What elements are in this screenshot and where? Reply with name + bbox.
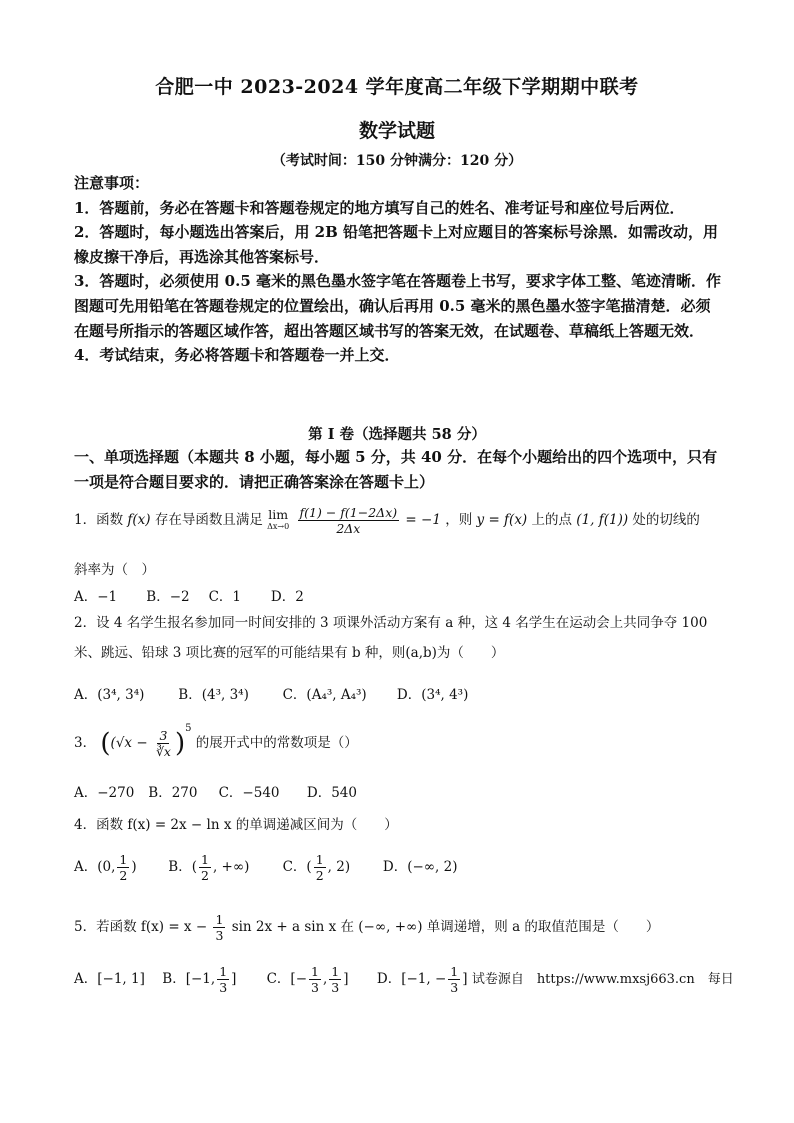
exam-subtitle: 数学试题 [358, 120, 435, 142]
q4-b-post: , +∞) [212, 859, 250, 875]
q4-a-post: ) [131, 859, 137, 875]
q3-expr-left: (√x − [110, 735, 152, 751]
q1-text-4: 处的切线的 [632, 512, 700, 528]
q1-pre: 1．函数 [74, 512, 124, 528]
q5-pre: 5．若函数 f(x) = x − [74, 919, 208, 935]
q5-option-d [377, 964, 734, 995]
q3-power: 5 [185, 723, 192, 734]
q5-b-den: 3 [219, 980, 228, 995]
q1-option-d: D．2 [270, 589, 304, 605]
q5-d-post: ] [462, 971, 468, 987]
q4-c-num: 1 [315, 852, 324, 867]
q5-b-fraction [217, 964, 229, 995]
q4-c-fraction [314, 852, 326, 883]
q5-num: 1 [215, 912, 224, 927]
q5-c-pre: C．[− [266, 971, 308, 987]
part-title: 一、单项选择题（本题共 8 小题，每小题 5 分，共 40 分．在每个小题给出的四个选项中，只有一项是符合题目要求的．请把正确答案涂在答题卡上） [74, 448, 718, 491]
q5-d-fraction [448, 964, 460, 995]
q1-text-2: ，则 [445, 512, 473, 528]
q4-option-b [168, 852, 278, 883]
note-item-4: 4．考试结束，务必将答题卡和答题卷一并上交． [74, 346, 400, 365]
q4-a-den: 2 [119, 868, 128, 883]
q1-text: 存在导函数且满足 [154, 512, 263, 528]
q4-a-fraction [117, 852, 129, 883]
question-5 [74, 912, 659, 943]
q3-option-d: D．540 [306, 785, 357, 801]
q4-b-fraction [199, 852, 211, 883]
q1-point: (1, f(1)) [576, 512, 629, 528]
q1-lim-word: lim [268, 506, 289, 522]
q5-b-post: ] [231, 971, 237, 987]
q5-den: 3 [215, 928, 224, 943]
q3-option-a: A．−270 [74, 785, 135, 801]
q1-option-b: B．−2 [146, 589, 190, 605]
q3-numerator: 3 [159, 728, 168, 743]
q3-option-b: B．270 [148, 785, 198, 801]
q1-lim-sub: Δx→0 [267, 521, 290, 531]
q1-limit [267, 506, 290, 533]
q1-curve: y = f(x) [476, 512, 528, 528]
q4-a-pre: A．(0, [74, 859, 116, 875]
q4-option-a [74, 852, 164, 883]
q5-c-fraction-1 [309, 964, 321, 995]
q5-c-num-1: 1 [311, 964, 319, 979]
q1-equals: = −1 [405, 512, 441, 528]
q1-fraction [298, 505, 400, 536]
q5-option-b [162, 964, 262, 995]
question-4-options [74, 852, 457, 883]
q4-a-num: 1 [119, 852, 128, 867]
q3-denominator: ∛x [155, 744, 171, 759]
q5-b-num: 1 [219, 964, 228, 979]
question-1-line-1 [74, 505, 700, 536]
q4-b-num: 1 [200, 852, 209, 867]
source-watermark-text: 试卷源自 https://www.mxsj663.cn 每日 [471, 972, 734, 987]
q3-fraction [154, 728, 173, 759]
question-2-line-1: 2．设 4 名学生报名参加同一时间安排的 3 项课外活动方案有 a 种，这 4 名学生在运动会上共同争夺 100 [74, 615, 708, 631]
q5-fraction [213, 912, 225, 943]
q4-b-pre: B．( [168, 859, 197, 875]
note-item-3: 3．答题时，必须使用 0.5 毫米的黑色墨水签字笔在答题卷上书写，要求字体工整、笔迹清晰．作图题可先用铅笔在答题卷规定的位置绘出，确认后再用 0.5 毫米的黑色墨水签字笔描清楚．必须在题号所指示的答题区域作答，超出答题区域书写的答案无效，在试题卷、草稿纸上答题无效． [74, 272, 721, 340]
q3-text: 的展开式中的常数项是（） [195, 735, 358, 751]
q1-option-a: A．−1 [74, 589, 118, 605]
q1-denominator: 2Δx [336, 521, 361, 536]
q3-paren-left: ( [100, 728, 111, 759]
q3-paren-right: ) [174, 728, 186, 759]
q2-option-c: C．(A₄³, A₄³) [282, 687, 367, 703]
q4-c-den: 2 [315, 868, 324, 883]
section-title: 第 I 卷（选择题共 58 分） [308, 426, 486, 443]
q3-option-c: C．−540 [218, 785, 280, 801]
question-2-options [74, 683, 468, 703]
q5-d-den: 3 [450, 980, 459, 995]
q3-pre: 3． [74, 735, 97, 751]
question-5-options [74, 964, 734, 995]
q5-c-num-2: 1 [331, 964, 340, 979]
q1-function: f(x) [127, 512, 151, 528]
q4-b-den: 2 [200, 868, 209, 883]
q5-b-pre: B．[−1, [162, 971, 216, 987]
q5-d-num: 1 [450, 964, 459, 979]
question-1-line-2: 斜率为（ ） [74, 562, 155, 578]
q5-c-den-2: 3 [331, 980, 340, 995]
q1-numerator: f(1) − f(1−2Δx) [299, 505, 398, 520]
q2-option-b: B．(4³, 3⁴) [178, 687, 249, 703]
q2-option-a: A．(3⁴, 3⁴) [74, 687, 145, 703]
q5-option-c: C．[− $\frac{1}{3}$ , $\frac{1}{3}$ ] [266, 964, 349, 995]
q5-text: sin 2x + a sin x 在 (−∞, +∞) 单调递增，则 a 的取值范围是（ ） [231, 919, 660, 935]
question-1-options [74, 585, 304, 605]
q4-option-d: D．(−∞, 2) [382, 859, 458, 875]
q5-c-fraction-2 [329, 964, 341, 995]
q5-c-den-1: 3 [311, 980, 319, 995]
q5-d-pre: D．[−1, − [376, 971, 447, 987]
exam-time-info: （考试时间：150 分钟满分：120 分） [271, 153, 523, 169]
notes-section [74, 171, 724, 368]
question-3-options [74, 781, 357, 801]
q4-c-post: , 2) [327, 859, 351, 875]
q1-text-3: 上的点 [531, 512, 572, 528]
notes-heading: 注意事项： [74, 174, 150, 192]
q2-option-d: D．(3⁴, 4³) [396, 687, 469, 703]
question-3 [74, 723, 358, 759]
note-item-2: 2．答题时，每小题选出答案后，用 2B 铅笔把答题卡上对应题目的答案标号涂黑．如需改动，用橡皮擦干净后，再选涂其他答案标号． [74, 223, 719, 266]
note-item-1: 1．答题前，务必在答题卡和答题卷规定的地方填写自己的姓名、准考证号和座位号后两位． [74, 198, 685, 217]
q5-c-post: ] [343, 971, 349, 987]
question-4: 4．函数 f(x) = 2x − ln x 的单调递减区间为（ ） [74, 817, 398, 833]
q5-option-a: A．[−1, 1] [74, 971, 145, 987]
q4-option-c [283, 852, 379, 883]
exam-title: 合肥一中 2023-2024 学年度高二年级下学期期中联考 [155, 76, 639, 98]
q1-option-c: C．1 [208, 589, 242, 605]
question-2-line-2: 米、跳远、铅球 3 项比赛的冠军的可能结果有 b 种，则(a,b)为（ ） [74, 645, 505, 661]
q4-c-pre: C．( [282, 859, 312, 875]
